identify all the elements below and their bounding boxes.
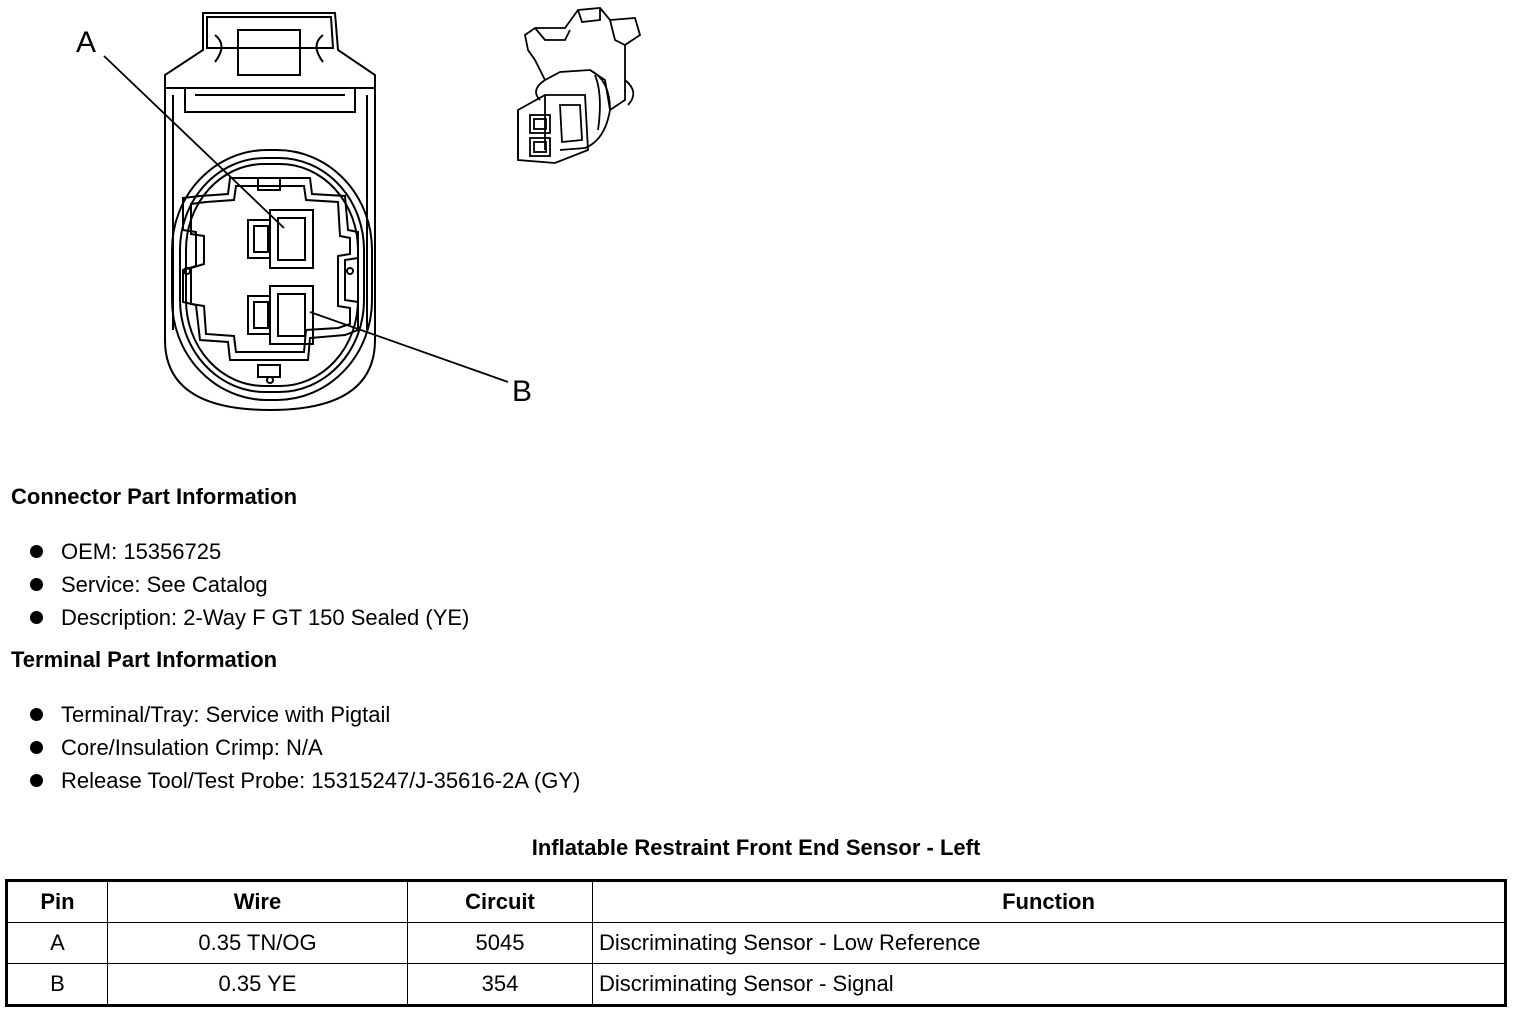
column-header-wire: Wire <box>108 881 408 923</box>
column-header-pin: Pin <box>7 881 108 923</box>
bullet-icon <box>30 708 43 721</box>
cell-pin: A <box>7 923 108 964</box>
bullet-icon <box>30 578 43 591</box>
list-item-text: Release Tool/Test Probe: 15315247/J-35616-2A (GY) <box>61 768 581 793</box>
bullet-icon <box>30 774 43 787</box>
list-item <box>28 535 469 568</box>
terminal-part-heading: Terminal Part Information <box>11 647 278 672</box>
pin-table-title: Inflatable Restraint Front End Sensor - Left <box>531 835 981 860</box>
leader-line-a <box>104 56 284 228</box>
terminal-b <box>248 286 313 344</box>
connector-latch <box>165 13 375 112</box>
leader-line-b <box>310 312 508 382</box>
pin-table <box>5 879 1507 1007</box>
list-item-text: OEM: 15356725 <box>61 539 222 564</box>
bullet-icon <box>30 741 43 754</box>
list-item <box>28 568 469 601</box>
terminal-part-list <box>28 698 580 797</box>
list-item <box>28 764 580 797</box>
bullet-icon <box>30 545 43 558</box>
list-item-text: Description: 2-Way F GT 150 Sealed (YE) <box>61 605 470 630</box>
list-item <box>28 731 580 764</box>
connector-diagram <box>0 0 700 430</box>
terminal-a <box>248 210 313 268</box>
list-item-text: Terminal/Tray: Service with Pigtail <box>61 702 391 727</box>
callout-label-a: A <box>76 26 97 59</box>
table-row <box>7 923 1506 964</box>
cell-pin: B <box>7 964 108 1006</box>
cell-wire: 0.35 TN/OG <box>108 923 408 964</box>
list-item <box>28 698 580 731</box>
cell-function: Discriminating Sensor - Low Reference <box>593 923 1506 964</box>
cell-circuit: 354 <box>408 964 593 1006</box>
connector-part-heading: Connector Part Information <box>11 484 298 509</box>
list-item-text: Service: See Catalog <box>61 572 268 597</box>
cell-function: Discriminating Sensor - Signal <box>593 964 1506 1006</box>
column-header-circuit: Circuit <box>408 881 593 923</box>
cell-wire: 0.35 YE <box>108 964 408 1006</box>
table-header-row <box>7 881 1506 923</box>
table-row <box>7 964 1506 1006</box>
bullet-icon <box>30 611 43 624</box>
connector-part-list <box>28 535 469 634</box>
connector-isometric-view <box>518 8 640 163</box>
list-item-text: Core/Insulation Crimp: N/A <box>61 735 323 760</box>
callout-label-b: B <box>512 375 533 408</box>
list-item <box>28 601 469 634</box>
column-header-function: Function <box>593 881 1506 923</box>
cell-circuit: 5045 <box>408 923 593 964</box>
seal-rings <box>172 150 372 400</box>
